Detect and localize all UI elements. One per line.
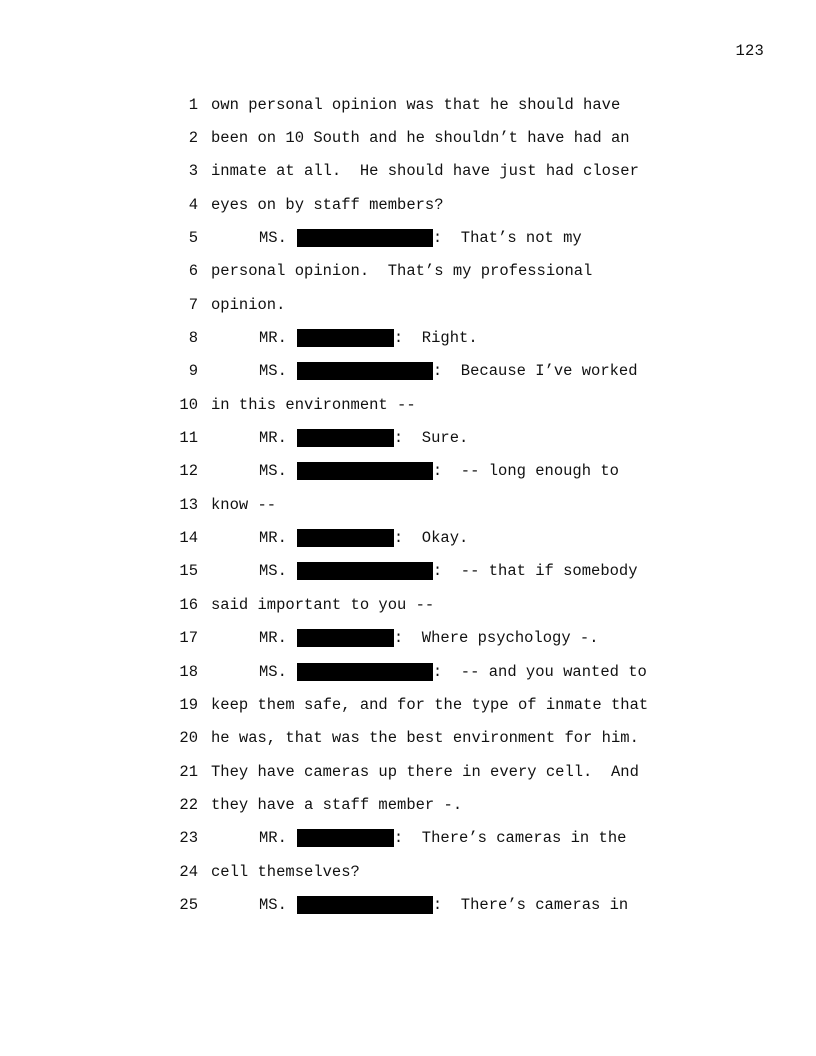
line-text: [211, 863, 360, 881]
line-text: [211, 796, 462, 814]
redacted-name: [297, 362, 433, 380]
transcript-body: [0, 88, 816, 922]
redacted-name: [297, 629, 394, 647]
line-content: : Right.: [393, 329, 478, 348]
transcript-line: [0, 755, 816, 788]
line-content: eyes on by staff members?: [211, 195, 444, 214]
speaker-line: [259, 429, 468, 447]
line-content: : Okay.: [393, 529, 469, 548]
line-content: : -- that if somebody: [432, 562, 638, 581]
transcript-line: [0, 855, 816, 888]
line-number: 18: [179, 662, 198, 681]
speaker-prefix: MR.: [259, 329, 287, 348]
transcript-line: [0, 121, 816, 154]
transcript-line: [0, 622, 816, 655]
transcript-line: [0, 722, 816, 755]
transcript-line: [0, 421, 816, 454]
redacted-name: [297, 329, 394, 347]
speaker-prefix: MS.: [259, 229, 287, 248]
transcript-line: [0, 155, 816, 188]
speaker-line: [259, 229, 582, 247]
line-number: 19: [179, 695, 198, 714]
line-content: in this environment --: [211, 395, 416, 414]
transcript-line: [0, 355, 816, 388]
transcript-line: [0, 221, 816, 254]
line-number: 21: [179, 762, 198, 781]
line-number: 22: [179, 795, 198, 814]
transcript-line: [0, 188, 816, 221]
speaker-line: [259, 663, 647, 681]
transcript-line: [0, 488, 816, 521]
line-content: own personal opinion was that he should have: [211, 95, 621, 114]
transcript-line: [0, 521, 816, 554]
speaker-prefix: MR.: [259, 629, 287, 648]
line-content: : -- and you wanted to: [432, 662, 647, 681]
redacted-name: [297, 829, 394, 847]
line-content: know --: [211, 495, 277, 514]
line-number: 17: [179, 629, 198, 648]
redacted-name: [297, 562, 433, 580]
line-number: 25: [179, 895, 198, 914]
line-number: 20: [179, 729, 198, 748]
transcript-line: [0, 888, 816, 921]
line-number: 2: [188, 129, 198, 148]
line-text: [211, 129, 630, 147]
line-content: personal opinion. That’s my professional: [211, 262, 593, 281]
redacted-name: [297, 229, 433, 247]
line-text: [211, 696, 648, 714]
line-number: 4: [188, 195, 198, 214]
line-number: 10: [179, 395, 198, 414]
line-number: 16: [179, 595, 198, 614]
transcript-line: [0, 321, 816, 354]
line-number: 13: [179, 495, 198, 514]
speaker-line: [259, 629, 599, 647]
line-content: : Where psychology -.: [393, 629, 599, 648]
line-content: inmate at all. He should have just had closer: [211, 162, 639, 181]
redacted-name: [297, 429, 394, 447]
transcript-line: [0, 88, 816, 121]
transcript-line: [0, 688, 816, 721]
line-text: [211, 396, 416, 414]
speaker-line: [259, 829, 626, 847]
redacted-name: [297, 529, 394, 547]
line-text: [211, 262, 592, 280]
line-content: : There’s cameras in: [432, 895, 629, 914]
line-number: 1: [188, 95, 198, 114]
page-number: 123: [735, 42, 764, 60]
line-number: 11: [179, 429, 198, 448]
speaker-prefix: MS.: [259, 662, 287, 681]
speaker-line: [259, 562, 638, 580]
transcript-line: [0, 822, 816, 855]
redacted-name: [297, 896, 433, 914]
speaker-line: [259, 462, 619, 480]
line-content: : Sure.: [393, 429, 469, 448]
line-number: 3: [188, 162, 198, 181]
line-text: [211, 296, 285, 314]
speaker-prefix: MR.: [259, 829, 287, 848]
line-number: 23: [179, 829, 198, 848]
line-number: 6: [188, 262, 198, 281]
line-number: 7: [188, 295, 198, 314]
transcript-line: [0, 555, 816, 588]
line-text: [211, 196, 444, 214]
line-number: 9: [188, 362, 198, 381]
transcript-line: [0, 655, 816, 688]
line-text: [211, 162, 639, 180]
line-number: 8: [188, 329, 198, 348]
line-number: 5: [188, 229, 198, 248]
line-content: : -- long enough to: [432, 462, 619, 481]
line-content: : Because I’ve worked: [432, 362, 638, 381]
line-number: 24: [179, 862, 198, 881]
line-content: he was, that was the best environment for him.: [211, 729, 639, 748]
speaker-prefix: MR.: [259, 529, 287, 548]
line-content: keep them safe, and for the type of inmate that: [211, 695, 649, 714]
line-content: cell themselves?: [211, 862, 360, 881]
speaker-line: [259, 362, 638, 380]
speaker-prefix: MS.: [259, 362, 287, 381]
speaker-line: [259, 329, 478, 347]
line-text: [211, 763, 639, 781]
transcript-line: [0, 255, 816, 288]
speaker-line: [259, 896, 628, 914]
speaker-prefix: MS.: [259, 895, 287, 914]
speaker-prefix: MS.: [259, 462, 287, 481]
transcript-line: [0, 388, 816, 421]
line-content: they have a staff member -.: [211, 795, 463, 814]
line-content: They have cameras up there in every cell. And: [211, 762, 639, 781]
line-number: 12: [179, 462, 198, 481]
line-text: [211, 596, 434, 614]
speaker-prefix: MS.: [259, 562, 287, 581]
transcript-line: [0, 788, 816, 821]
line-number: 15: [179, 562, 198, 581]
line-content: said important to you --: [211, 595, 435, 614]
line-number: 14: [179, 529, 198, 548]
line-content: : There’s cameras in the: [393, 829, 627, 848]
line-content: opinion.: [211, 295, 286, 314]
transcript-line: [0, 455, 816, 488]
speaker-line: [259, 529, 468, 547]
transcript-line: [0, 588, 816, 621]
line-text: [211, 96, 620, 114]
redacted-name: [297, 462, 433, 480]
line-content: : That’s not my: [432, 229, 582, 248]
redacted-name: [297, 663, 433, 681]
transcript-line: [0, 288, 816, 321]
line-text: [211, 496, 276, 514]
line-content: been on 10 South and he shouldn’t have had an: [211, 129, 630, 148]
line-text: [211, 729, 639, 747]
speaker-prefix: MR.: [259, 429, 287, 448]
